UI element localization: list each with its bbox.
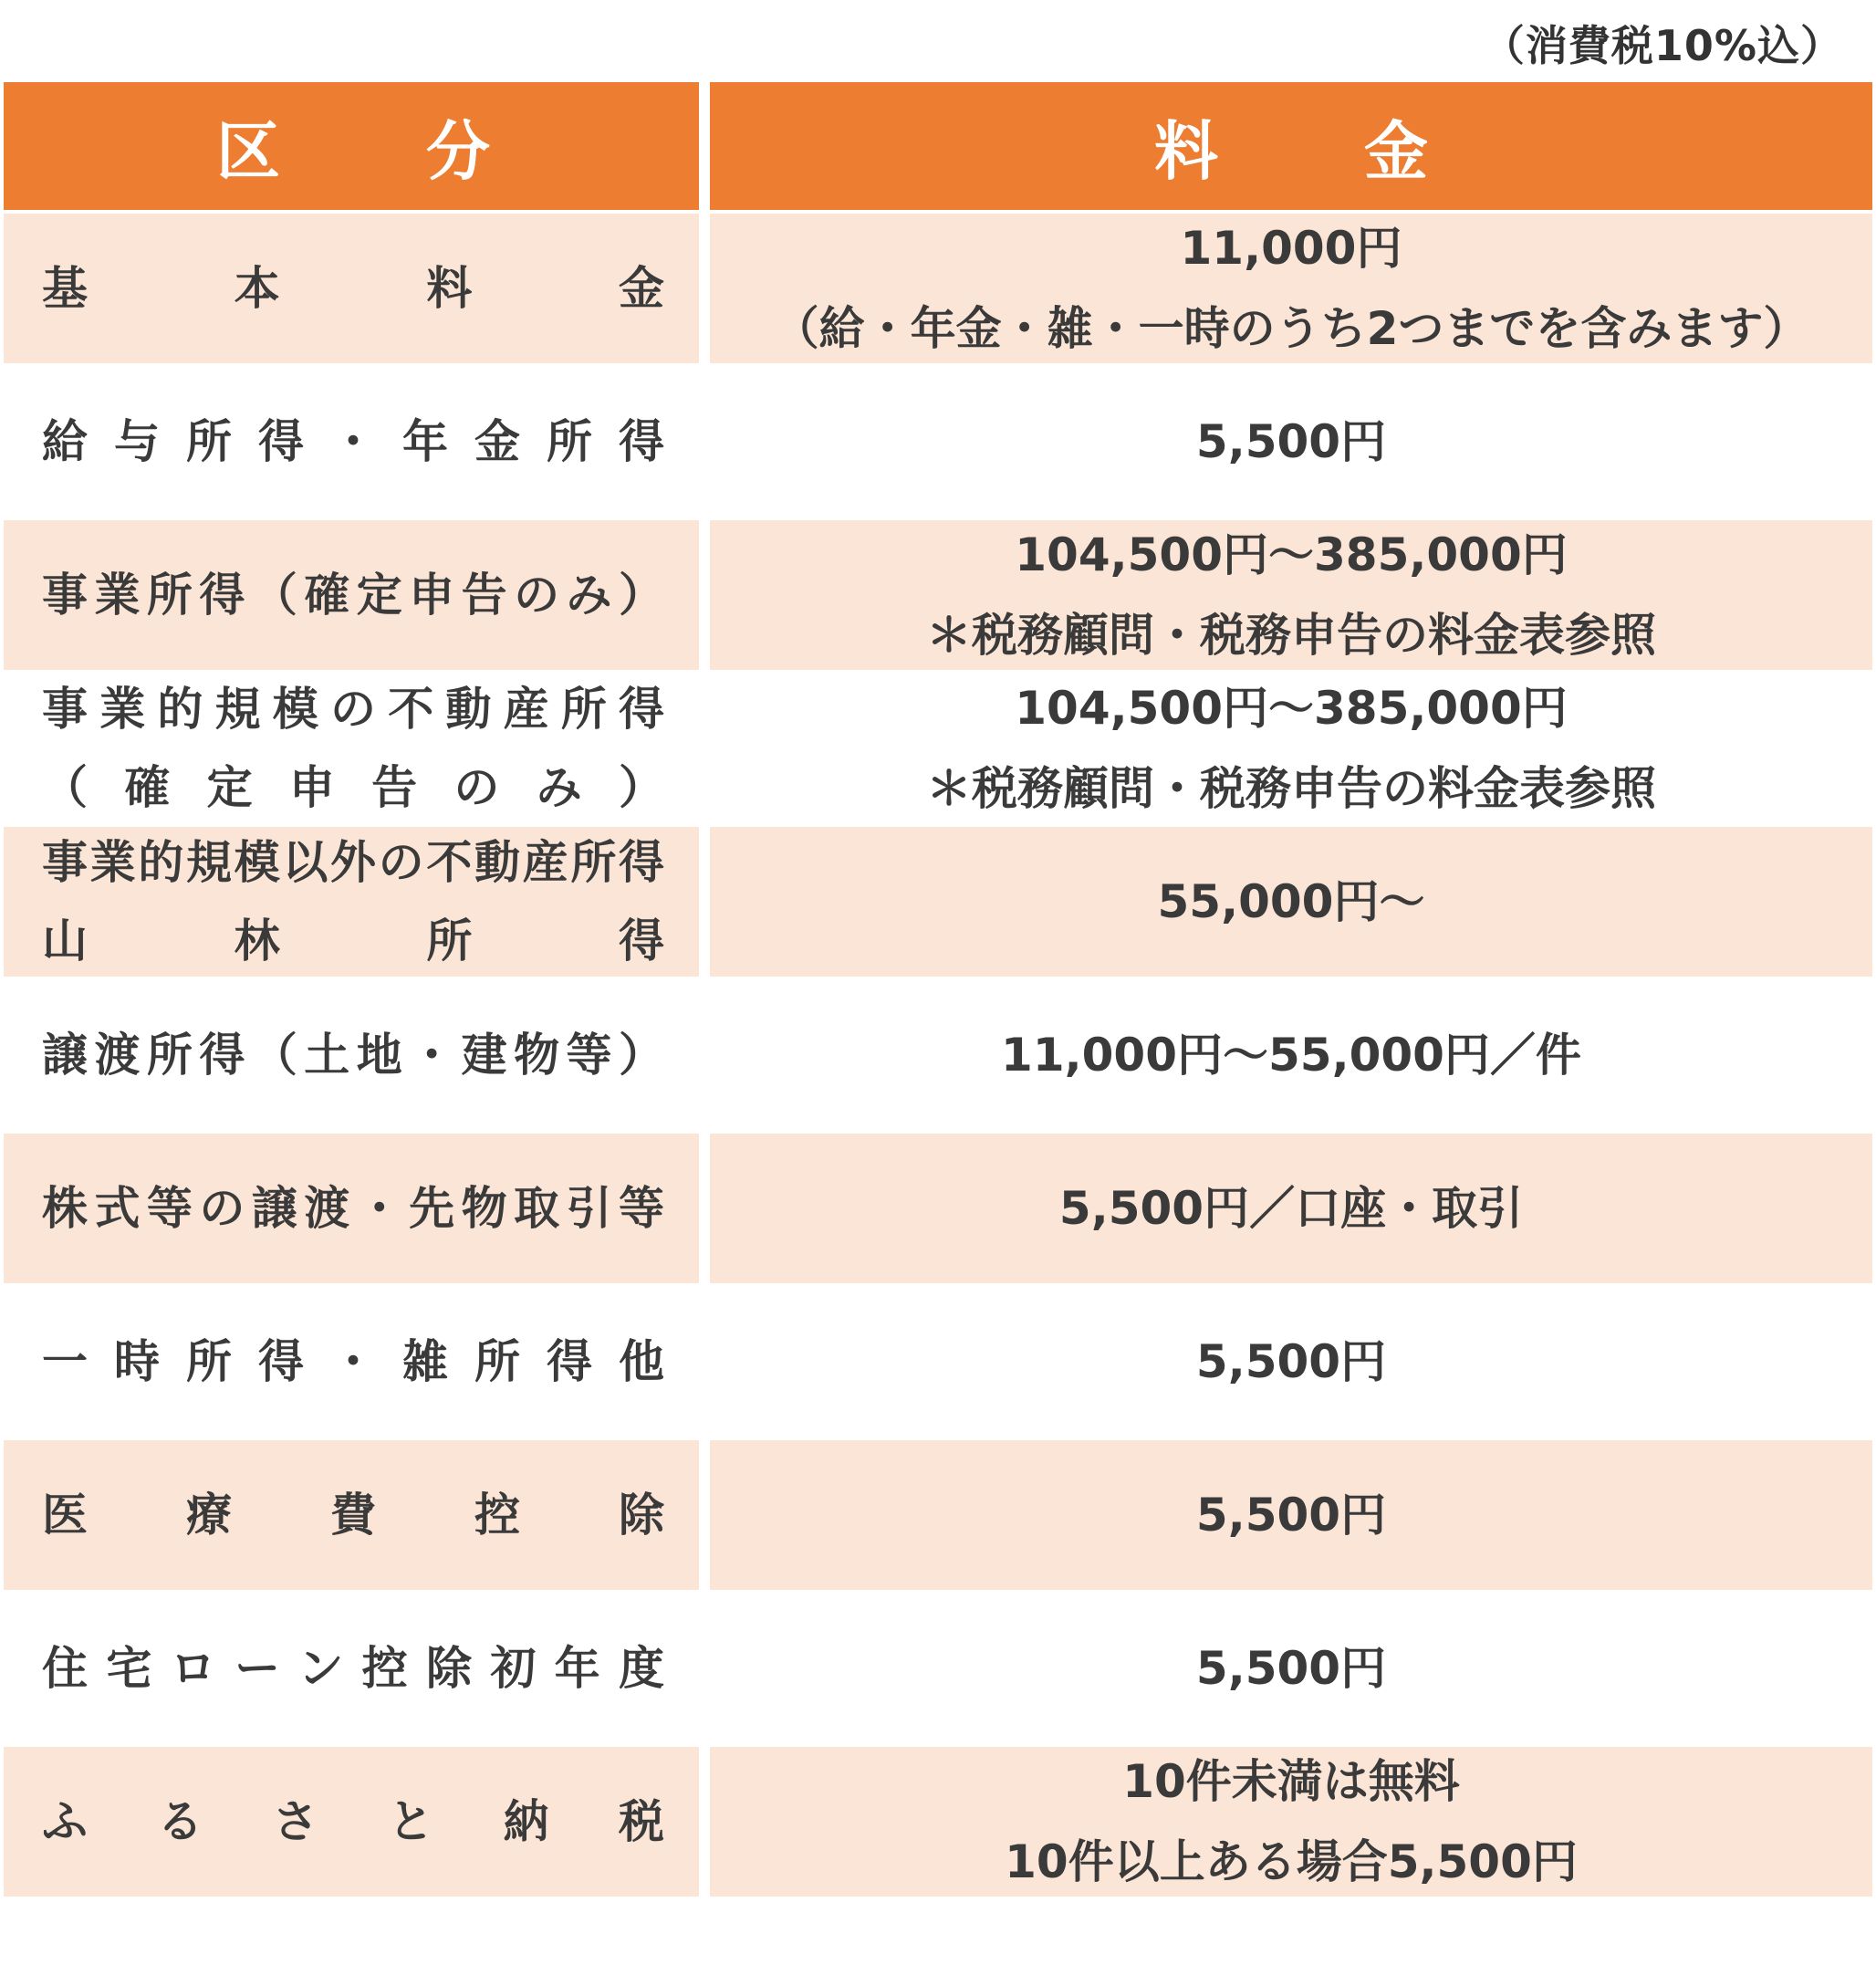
row-label-cell <box>4 1134 699 1283</box>
row-value: 11,000円～55,000円／件 <box>1001 1029 1581 1082</box>
row-label: 譲渡所得（土地・建物等） <box>42 1029 664 1082</box>
row-value: 104,500円～385,000円 <box>1015 528 1568 581</box>
row-value-cell <box>710 980 1872 1130</box>
row-value: 5,500円／口座・取引 <box>1058 1182 1524 1235</box>
row-value-cell <box>710 1594 1872 1743</box>
table-row <box>4 980 1872 1130</box>
header-fee-char-2: 金 <box>1364 113 1428 189</box>
row-label-cell <box>4 367 699 517</box>
row-value: 5,500円 <box>1195 1642 1387 1695</box>
row-label: 住宅ローン控除初年度 <box>42 1642 664 1695</box>
table-row <box>4 827 1872 977</box>
row-value: 5,500円 <box>1195 1489 1387 1542</box>
row-label: 基本料金 <box>42 262 664 315</box>
row-value: 5,500円 <box>1195 415 1387 468</box>
row-label: 事業的規模以外の不動産所得 <box>42 836 664 889</box>
row-label: ふるさと納税 <box>42 1795 664 1848</box>
table-row <box>4 367 1872 517</box>
table-row <box>4 1594 1872 1743</box>
table-row <box>4 1287 1872 1437</box>
row-value-cell <box>710 1287 1872 1437</box>
row-label: 医療費控除 <box>42 1489 664 1542</box>
row-label: 株式等の譲渡・先物取引等 <box>42 1182 664 1235</box>
row-value-cell <box>710 1440 1872 1590</box>
row-label: 事業所得（確定申告のみ） <box>42 569 664 622</box>
row-value-cell <box>710 520 1872 670</box>
row-value: 104,500円～385,000円 <box>1015 682 1568 735</box>
table-row <box>4 674 1872 823</box>
table-row <box>4 214 1872 363</box>
table-row <box>4 1747 1872 1897</box>
row-value: 55,000円～ <box>1157 875 1425 928</box>
row-value-note: （給・年金・雑・一時のうち2つまでを含みます） <box>773 302 1809 355</box>
fee-table <box>4 82 1872 1900</box>
row-label-line-2: 山林所得 <box>42 915 664 967</box>
header-category-char-1: 区 <box>216 113 280 189</box>
row-label-cell <box>4 1287 699 1437</box>
row-label-cell <box>4 520 699 670</box>
row-value: 11,000円 <box>1180 222 1402 275</box>
tax-note: （消費税10%込） <box>1482 21 1843 70</box>
table-row <box>4 1134 1872 1283</box>
row-label-cell <box>4 1594 699 1743</box>
row-value-cell <box>710 367 1872 517</box>
row-label: 事業的規模の不動産所得 <box>42 683 664 736</box>
row-label-cell <box>4 674 699 823</box>
row-value-cell <box>710 1134 1872 1283</box>
header-fee-char-1: 料 <box>1154 113 1218 189</box>
header-category-char-2: 分 <box>426 113 490 189</box>
row-label-cell <box>4 1747 699 1897</box>
row-value: 5,500円 <box>1195 1335 1387 1388</box>
row-value-cell <box>710 674 1872 823</box>
row-value-note: ＊税務顧問・税務申告の料金表参照 <box>926 762 1656 815</box>
row-value-cell <box>710 1747 1872 1897</box>
row-label-cell <box>4 214 699 363</box>
row-label: 給与所得・年金所得 <box>42 415 664 468</box>
row-value: 10件未満は無料 <box>1122 1755 1460 1808</box>
row-value-cell <box>710 214 1872 363</box>
table-row <box>4 520 1872 670</box>
table-row <box>4 1440 1872 1590</box>
row-label-cell <box>4 1440 699 1590</box>
header-fee <box>710 82 1872 210</box>
header-category <box>4 82 699 210</box>
row-label-cell <box>4 980 699 1130</box>
table-header <box>4 82 1872 210</box>
row-label-cell <box>4 827 699 977</box>
row-value-cell <box>710 827 1872 977</box>
row-value-note: ＊税務顧問・税務申告の料金表参照 <box>926 609 1656 662</box>
row-label: 一時所得・雑所得他 <box>42 1335 664 1388</box>
row-label-line-2: （確定申告のみ） <box>42 761 664 814</box>
row-value-note: 10件以上ある場合5,500円 <box>1005 1835 1578 1888</box>
